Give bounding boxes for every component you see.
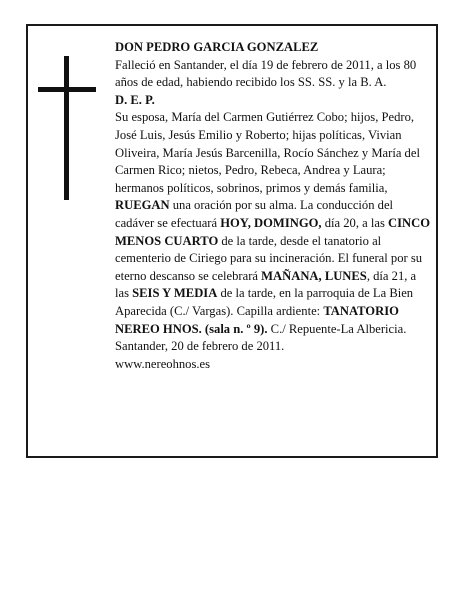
church-text: de la tarde, en la parroquia de La Bien Aparecida (C./ Vargas). Capilla ardiente: [115,286,414,318]
seis-y-media-text: SEIS Y MEDIA [132,286,218,301]
manana-lunes-text: MAÑANA, LUNES [261,268,367,283]
day-20-text: día 20, a las [321,215,389,230]
deceased-name: DON PEDRO GARCIA GONZALEZ [115,40,319,54]
tanatorio-text: de la tarde, desde el tanatorio al cementerio de Ciriego para su incineración. El funeral por su eterno descanso se celebrará [115,233,423,283]
death-paragraph: Falleció en Santander, el día 19 de febrero de 2011, a los 80 años de edad, habiendo recibido los SS. SS. y la B. A. [115,57,417,90]
obituary-notice [26,24,438,458]
day-21-text: , día 21, a las [115,268,417,301]
family-paragraph: Su esposa, María del Carmen Gutiérrez Cobo; hijos, Pedro, José Luis, Jesús Emilio y Roberto; hijas políticas, Vivian Oliveira, María Jesús Barcenilla, Rocío Sánchez y María del Carmen Rico; nietos, Pedro, Rebeca, Andrea y Laura; hermanos políticos, sobrinos, primos y demás familia, [115,110,420,195]
hoy-domingo-text: HOY, DOMINGO, [220,215,322,230]
ceremony-paragraph [115,197,433,338]
address-text: C./ Repuente-La Albericia. [267,321,407,336]
cross-horizontal-bar [38,87,96,92]
cross-icon [38,56,96,200]
cross-vertical-bar [64,56,69,200]
notice-text [115,39,433,373]
date-line: Santander, 20 de febrero de 2011. [115,339,285,354]
tanatorio-name: TANATORIO NEREO HNOS. (sala n. º 9). [115,303,399,336]
dep-line: D. E. P. [115,92,155,107]
ruegan-text: RUEGAN [115,198,170,213]
prayer-text: una oración por su alma. La conducción del cadáver se efectuará [115,198,394,230]
website-text: www.nereohnos.es [115,356,211,371]
cinco-menos-cuarto-text: CINCO MENOS CUARTO [115,215,430,248]
